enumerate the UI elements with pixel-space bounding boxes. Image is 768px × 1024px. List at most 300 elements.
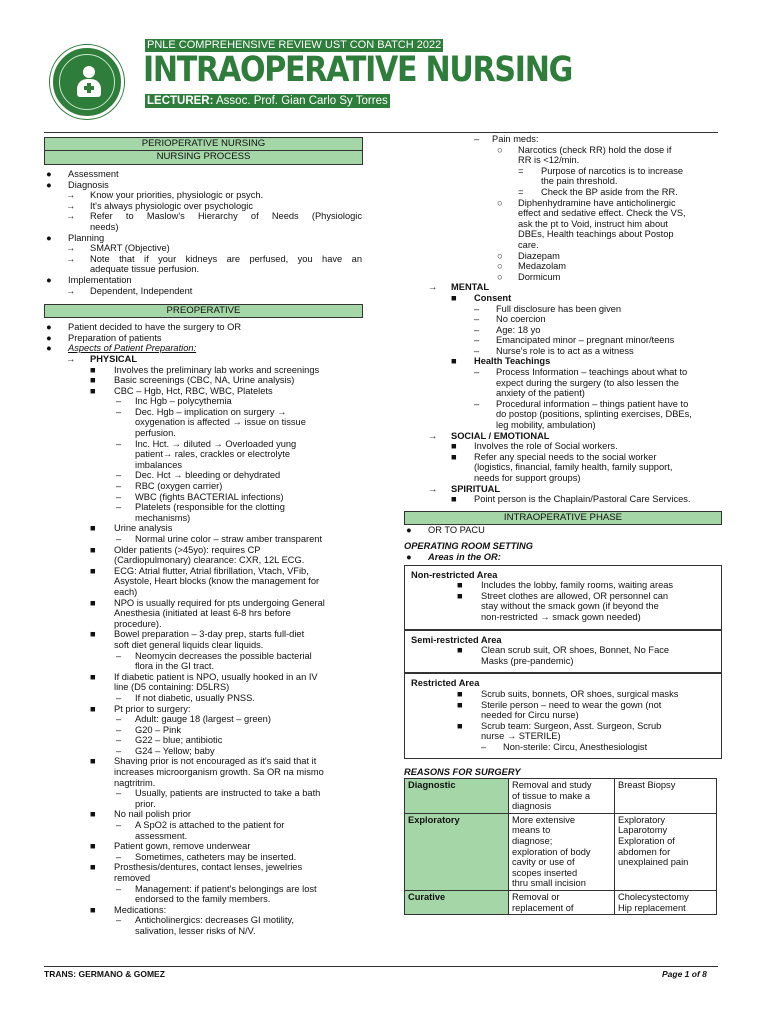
list-item xyxy=(404,473,722,484)
list-item xyxy=(44,333,363,344)
bullet-marker: ■ xyxy=(90,565,96,576)
list-item-text: WBC (fights BACTERIAL infections) xyxy=(135,491,284,502)
list-item-text: MENTAL xyxy=(451,282,490,293)
list-item xyxy=(404,272,722,283)
list-item xyxy=(44,322,363,333)
list-item-text: stay without the smack gown (if beyond the xyxy=(481,601,659,612)
bullet-marker: → xyxy=(428,282,438,293)
list-item xyxy=(44,523,363,534)
reason-type-cell: Curative xyxy=(405,891,509,915)
footer-page-number: Page 1 of 8 xyxy=(662,969,707,979)
bullet-marker: – xyxy=(116,406,122,417)
list-item xyxy=(44,254,363,265)
list-item-text: Urine analysis xyxy=(114,523,173,534)
bullet-marker: – xyxy=(474,367,480,378)
list-item-text: perfusion. xyxy=(135,428,176,439)
list-item xyxy=(44,534,363,545)
bullet-marker: → xyxy=(66,190,76,201)
or-area-box xyxy=(404,630,722,674)
list-item-text: needed for Circu nurse) xyxy=(481,710,579,721)
list-item-text: Usually, patients are instructed to take a bath xyxy=(135,788,321,799)
list-item-text: needs) xyxy=(90,221,119,232)
bullet-marker: ● xyxy=(46,274,52,285)
bullet-marker: – xyxy=(474,398,480,409)
list-item-text: (Cardiopulmonary) clearance: CXR, 12L ECG. xyxy=(114,555,305,566)
list-item-text: Sterile person – need to wear the gown (not xyxy=(481,699,662,710)
list-item-text: the pain threshold. xyxy=(541,176,618,187)
list-item xyxy=(44,343,363,354)
list-item xyxy=(44,809,363,820)
list-item-text: Diphenhydramine have anticholinergic xyxy=(518,197,676,208)
reason-description-cell: More extensive means to diagnose; exploration of body cavity or use of scopes inserted thru small incision xyxy=(509,813,615,890)
list-item-text: imbalances xyxy=(135,459,183,470)
list-item xyxy=(44,201,363,212)
section-intraoperative: INTRAOPERATIVE PHASE xyxy=(404,511,722,525)
list-item xyxy=(44,598,363,609)
list-item-text: No coercion xyxy=(496,314,546,325)
bullet-marker: → xyxy=(66,285,76,296)
list-item xyxy=(44,180,363,191)
list-item xyxy=(404,346,722,357)
list-item-text: Scrub suits, bonnets, OR shoes, surgical masks xyxy=(481,688,679,699)
list-item xyxy=(404,409,722,420)
list-item-text: endorsed to the family members. xyxy=(135,894,271,905)
list-item xyxy=(404,261,722,272)
bullet-marker: – xyxy=(116,788,122,799)
list-item xyxy=(44,905,363,916)
list-item-text: ask the pt to Void, instruct him about xyxy=(518,218,668,229)
list-item-text: Narcotics (check RR) hold the dose if xyxy=(518,144,672,155)
list-item-text: Older patients (>45yo): requires CP xyxy=(114,544,261,555)
list-item xyxy=(44,746,363,757)
header-divider xyxy=(44,132,718,133)
list-item-text: Note that if your kidneys are perfused, you have an xyxy=(90,253,362,264)
reason-description-cell: Removal and study of tissue to make a diagnosis xyxy=(509,779,615,814)
bullet-marker: = xyxy=(518,186,524,197)
bullet-marker: → xyxy=(66,243,76,254)
list-item-text: Implementation xyxy=(68,274,132,285)
list-item xyxy=(44,672,363,683)
list-item xyxy=(44,862,363,873)
list-item xyxy=(44,460,363,471)
list-item-text: Emancipated minor – pregnant minor/teens xyxy=(496,335,675,346)
bullet-marker: ■ xyxy=(457,580,463,591)
list-item-text: Patient gown, remove underwear xyxy=(114,841,251,852)
reason-example-cell: Breast Biopsy xyxy=(615,779,717,814)
list-item xyxy=(404,219,722,230)
bullet-marker: ■ xyxy=(90,703,96,714)
list-item-text: Refer any special needs to the social worker xyxy=(474,451,657,462)
bullet-marker: ■ xyxy=(90,385,96,396)
list-item xyxy=(411,591,715,602)
list-item xyxy=(44,386,363,397)
list-item-text: Dependent, Independent xyxy=(90,285,193,296)
list-item-text: Management: if patient's belongings are lost xyxy=(135,883,317,894)
list-item xyxy=(404,304,722,315)
list-item xyxy=(44,502,363,513)
list-item-text: Normal urine color – straw amber transparent xyxy=(135,534,323,544)
list-item xyxy=(411,710,715,721)
list-item-text: Asystole, Heart blocks (know the management for xyxy=(114,576,320,587)
reasons-table xyxy=(404,778,717,915)
list-item xyxy=(404,462,722,473)
list-item xyxy=(44,545,363,556)
list-item xyxy=(44,873,363,884)
footer-trans: TRANS: GERMANO & GOMEZ xyxy=(44,969,165,979)
bullet-marker: ○ xyxy=(497,271,503,282)
list-item-text: Clean scrub suit, OR shoes, Bonnet, No Face xyxy=(481,645,670,656)
list-item xyxy=(411,700,715,711)
list-item-text: SMART (Objective) xyxy=(90,243,170,254)
bullet-marker: → xyxy=(66,253,76,264)
aspects-list-continued xyxy=(404,134,722,505)
bullet-marker: ■ xyxy=(451,494,457,505)
list-item-text: effect and sedative effect. Check the VS, xyxy=(518,208,686,219)
right-column xyxy=(404,134,722,915)
list-item-text: prior. xyxy=(135,798,156,809)
list-item-text: Know your priorities, physiologic or psych. xyxy=(90,190,264,201)
bullet-marker: ■ xyxy=(451,441,457,452)
bullet-marker: ■ xyxy=(90,544,96,555)
list-item-text: Sometimes, catheters may be inserted. xyxy=(135,851,297,862)
bullet-marker: – xyxy=(116,481,122,492)
section-preoperative: PREOPERATIVE xyxy=(44,304,363,318)
list-item xyxy=(44,704,363,715)
list-item-text: A SpO2 is attached to the patient for xyxy=(135,820,285,831)
list-item-text: Check the BP aside from the RR. xyxy=(541,186,678,197)
list-item xyxy=(44,211,363,222)
list-item-text: Health Teachings xyxy=(474,356,551,367)
list-item-text: Shaving prior is not encouraged as it's said that it xyxy=(114,756,317,767)
or-area-title: Semi-restricted Area xyxy=(411,634,502,645)
list-item-text: Assessment xyxy=(68,169,119,179)
list-item xyxy=(44,190,363,201)
list-item xyxy=(44,481,363,492)
list-item xyxy=(404,441,722,452)
list-item-text: (logistics, financial, family health, family support, xyxy=(474,462,673,473)
list-item xyxy=(44,555,363,566)
list-item-text: Consent xyxy=(474,292,512,303)
bullet-marker: ■ xyxy=(451,451,457,462)
list-item-text: RBC (oxygen carrier) xyxy=(135,481,223,492)
bullet-marker: – xyxy=(116,491,122,502)
bullet-marker: ● xyxy=(46,232,52,243)
list-item-text: increases microorganism growth. Sa OR na mismo xyxy=(114,767,324,778)
bullet-marker: – xyxy=(116,650,122,661)
list-item-text: CBC – Hgb, Hct, RBC, WBC, Platelets xyxy=(114,385,273,396)
lecturer-banner xyxy=(145,94,390,108)
list-item-text: Age: 18 yo xyxy=(496,324,541,335)
bullet-marker: ■ xyxy=(457,688,463,699)
list-item xyxy=(404,282,722,293)
bullet-marker: → xyxy=(428,483,438,494)
list-item xyxy=(44,375,363,386)
list-item xyxy=(44,629,363,640)
list-item xyxy=(44,831,363,842)
list-item xyxy=(404,155,722,166)
list-item-text: flora in the GI tract. xyxy=(135,661,215,672)
bullet-marker: – xyxy=(116,735,122,746)
section-perioperative: PERIOPERATIVE NURSING xyxy=(44,137,363,151)
bullet-marker: – xyxy=(474,345,480,356)
list-item xyxy=(404,198,722,209)
page-title: INTRAOPERATIVE NURSING xyxy=(143,50,573,90)
bullet-marker: ■ xyxy=(90,904,96,915)
or-area-box xyxy=(404,565,722,630)
list-item-text: salivation, lesser risks of N/V. xyxy=(135,925,256,936)
list-item-text: If diabetic patient is NPO, usually hooked in an IV xyxy=(114,671,318,682)
list-item xyxy=(44,725,363,736)
bullet-marker: ○ xyxy=(497,144,503,155)
bullet-marker: ■ xyxy=(90,671,96,682)
bullet-marker: → xyxy=(428,430,438,441)
bullet-marker: – xyxy=(116,820,122,831)
list-item xyxy=(44,275,363,286)
bullet-marker: ○ xyxy=(497,197,503,208)
list-item xyxy=(404,356,722,367)
list-item xyxy=(44,492,363,503)
bullet-marker: – xyxy=(116,745,122,756)
bullet-marker: – xyxy=(116,851,122,862)
list-item-text: Process Information – teachings about what to xyxy=(496,367,688,378)
list-item xyxy=(44,841,363,852)
list-item-text: adequate tissue perfusion. xyxy=(90,264,200,275)
bullet-marker: – xyxy=(116,502,122,513)
list-item-text: patient→ rales, crackles or electrolyte xyxy=(135,449,291,460)
bullet-marker: – xyxy=(116,714,122,725)
list-item-text: NPO is usually required for pts undergoing General xyxy=(114,597,325,608)
list-item-text: Procedural information – things patient have to xyxy=(496,398,689,409)
bullet-marker: ■ xyxy=(457,645,463,656)
bullet-marker: ■ xyxy=(90,597,96,608)
list-item xyxy=(44,608,363,619)
bullet-marker: → xyxy=(66,200,76,211)
bullet-marker: – xyxy=(474,324,480,335)
list-item-text: nurse → STERILE) xyxy=(481,731,561,742)
list-item-text: Point person is the Chaplain/Pastoral Care Services. xyxy=(474,494,691,505)
list-item xyxy=(404,399,722,410)
list-item xyxy=(44,587,363,598)
bullet-marker: ■ xyxy=(90,364,96,375)
list-item xyxy=(44,619,363,630)
list-item-text: do postop (positions, splinting exercises, DBEs, xyxy=(496,409,692,420)
list-item: ● OR TO PACU xyxy=(406,524,485,535)
list-item xyxy=(411,742,715,753)
list-item xyxy=(411,645,715,656)
list-item xyxy=(411,689,715,700)
list-item-text: Masks (pre-pandemic) xyxy=(481,655,574,666)
list-item xyxy=(404,208,722,219)
list-item-text: Patient decided to have the surgery to OR xyxy=(68,322,242,333)
list-item xyxy=(404,176,722,187)
list-item xyxy=(44,428,363,439)
bullet-marker: – xyxy=(116,396,122,407)
ust-con-logo xyxy=(50,45,124,119)
list-item xyxy=(44,788,363,799)
list-item-text: Full disclosure has been given xyxy=(496,303,622,314)
bullet-marker: ■ xyxy=(90,841,96,852)
list-item-text: Street clothes are allowed, OR personnel can xyxy=(481,590,669,601)
list-item-text: If not diabetic, usually PNSS. xyxy=(135,692,255,703)
list-item-text: Includes the lobby, family rooms, waiting areas xyxy=(481,580,674,591)
list-item-text: RR is <12/min. xyxy=(518,155,580,166)
list-item-text: non-restricted → smack gown needed) xyxy=(481,611,641,622)
list-item xyxy=(411,656,715,667)
or-area-title: Restricted Area xyxy=(411,678,480,689)
list-item xyxy=(44,513,363,524)
list-item-text: PHYSICAL xyxy=(90,353,138,364)
or-area-box xyxy=(404,673,722,759)
bullet-marker: ■ xyxy=(457,720,463,731)
list-item-text: G24 – Yellow; baby xyxy=(135,745,215,756)
list-item xyxy=(44,417,363,428)
list-item-text: Dec. Hct → bleeding or dehydrated xyxy=(135,470,281,481)
list-item-text: DBEs, Health teachings about Postop xyxy=(518,229,674,240)
list-item xyxy=(44,566,363,577)
bullet-marker: ● xyxy=(46,322,52,333)
table-row xyxy=(405,891,717,915)
list-item-text: needs for support groups) xyxy=(474,473,581,483)
list-item xyxy=(404,251,722,262)
list-item xyxy=(404,166,722,177)
bullet-marker: – xyxy=(116,470,122,481)
list-item xyxy=(404,484,722,495)
list-item-text: G22 – blue; antibiotic xyxy=(135,735,223,746)
list-item xyxy=(44,439,363,450)
list-item xyxy=(404,335,722,346)
list-item-text: Dec. Hgb – implication on surgery → xyxy=(135,406,287,417)
list-item-text: SPIRITUAL xyxy=(451,483,501,494)
bullet-marker: ■ xyxy=(90,862,96,873)
list-item xyxy=(44,894,363,905)
list-item xyxy=(44,365,363,376)
bullet-marker: ■ xyxy=(90,375,96,386)
list-item xyxy=(44,735,363,746)
section-nursing-process: NURSING PROCESS xyxy=(44,151,363,165)
left-column xyxy=(44,137,363,937)
list-item-text: care. xyxy=(518,239,539,250)
list-item-text: It's always physiologic over psychologic xyxy=(90,200,253,211)
list-item-text: Inc Hgb – polycythemia xyxy=(135,396,232,407)
list-item xyxy=(44,820,363,831)
list-item xyxy=(44,233,363,244)
list-item xyxy=(44,169,363,180)
list-item xyxy=(404,134,722,145)
table-row xyxy=(405,779,717,814)
bullet-marker: – xyxy=(116,883,122,894)
preoperative-list xyxy=(44,322,363,936)
bullet-marker: ■ xyxy=(90,629,96,640)
list-item-text: anxiety of the patient) xyxy=(496,388,585,399)
table-row xyxy=(405,813,717,890)
list-item xyxy=(44,767,363,778)
reason-example-cell: Exploratory Laparotomy Exploration of abdomen for unexplained pain xyxy=(615,813,717,890)
list-item xyxy=(411,612,715,623)
bullet-marker: – xyxy=(474,335,480,346)
list-item xyxy=(404,420,722,431)
nursing-process-list xyxy=(44,169,363,296)
list-item-text: procedure). xyxy=(114,618,162,629)
list-item xyxy=(404,325,722,336)
list-item-text: SOCIAL / EMOTIONAL xyxy=(451,430,550,441)
list-item xyxy=(44,470,363,481)
list-item xyxy=(404,367,722,378)
list-item-text: line (D5 containing: D5LRS) xyxy=(114,682,230,693)
list-item-text: Scrub team: Surgeon, Asst. Surgeon, Scrub xyxy=(481,720,662,731)
list-item xyxy=(404,431,722,442)
bullet-marker: – xyxy=(474,134,480,144)
list-item-text: Basic screenings (CBC, NA, Urine analysis) xyxy=(114,375,295,386)
list-item-text: Platelets (responsible for the clotting xyxy=(135,502,285,513)
list-item-text: Pt prior to surgery: xyxy=(114,703,191,714)
list-item xyxy=(44,852,363,863)
list-item xyxy=(44,682,363,693)
bullet-marker: ● xyxy=(46,179,52,190)
list-item xyxy=(411,721,715,732)
list-item-text: Non-sterile: Circu, Anesthesiologist xyxy=(503,741,648,752)
list-item-text: Prosthesis/dentures, contact lenses, jewelries xyxy=(114,862,303,873)
bullet-marker: ■ xyxy=(90,523,96,534)
list-item xyxy=(44,778,363,789)
list-item xyxy=(44,449,363,460)
bullet-marker: – xyxy=(474,314,480,325)
bullet-marker: → xyxy=(66,353,76,364)
list-item xyxy=(404,452,722,463)
reasons-heading: REASONS FOR SURGERY xyxy=(404,767,521,778)
list-item xyxy=(404,293,722,304)
bullet-marker: – xyxy=(116,724,122,735)
list-item-text: Diazepam xyxy=(518,250,560,261)
list-item xyxy=(404,229,722,240)
bullet-marker: ● xyxy=(46,169,52,179)
bullet-marker: ■ xyxy=(457,590,463,601)
bullet-marker: ■ xyxy=(457,699,463,710)
list-item-text: Diagnosis xyxy=(68,179,109,190)
list-item-text: removed xyxy=(114,873,151,883)
reason-type-cell: Diagnostic xyxy=(405,779,509,814)
bullet-marker: ● xyxy=(46,343,52,354)
list-item-text: Medications: xyxy=(114,904,167,915)
lecturer-label: LECTURER: xyxy=(147,95,214,107)
bullet-marker: ■ xyxy=(451,292,457,303)
list-item-text: Adult: gauge 18 (largest – green) xyxy=(135,714,271,725)
list-item xyxy=(411,601,715,612)
list-item-text: Involves the role of Social workers. xyxy=(474,441,618,452)
list-item-text: soft diet general liquids clear liquids. xyxy=(114,639,264,650)
or-areas xyxy=(404,565,722,760)
list-item-text: each) xyxy=(114,586,138,597)
list-item xyxy=(44,243,363,254)
list-item-text: expect during the surgery (to also lessen the xyxy=(496,377,679,388)
list-item xyxy=(44,264,363,275)
list-item-text: oxygenation is affected → issue on tissue xyxy=(135,417,306,428)
lecturer-name: Assoc. Prof. Gian Carlo Sy Torres xyxy=(213,95,388,107)
nurse-figure-icon xyxy=(75,66,103,100)
batch-banner: PNLE COMPREHENSIVE REVIEW UST CON BATCH 2022 xyxy=(147,39,442,51)
list-item xyxy=(44,651,363,662)
list-item-text: Aspects of Patient Preparation: xyxy=(68,343,197,354)
bullet-marker: – xyxy=(116,915,122,926)
list-item xyxy=(44,661,363,672)
bullet-marker: – xyxy=(116,534,122,544)
list-item xyxy=(44,222,363,233)
bullet-marker: ■ xyxy=(90,809,96,820)
list-item-text: Planning xyxy=(68,232,105,243)
list-item-text: Dormicum xyxy=(518,271,561,282)
list-item-text: Anticholinergics: decreases GI motility, xyxy=(135,915,294,926)
bullet-marker: ■ xyxy=(90,756,96,767)
reason-example-cell: Cholecystectomy Hip replacement xyxy=(615,891,717,915)
